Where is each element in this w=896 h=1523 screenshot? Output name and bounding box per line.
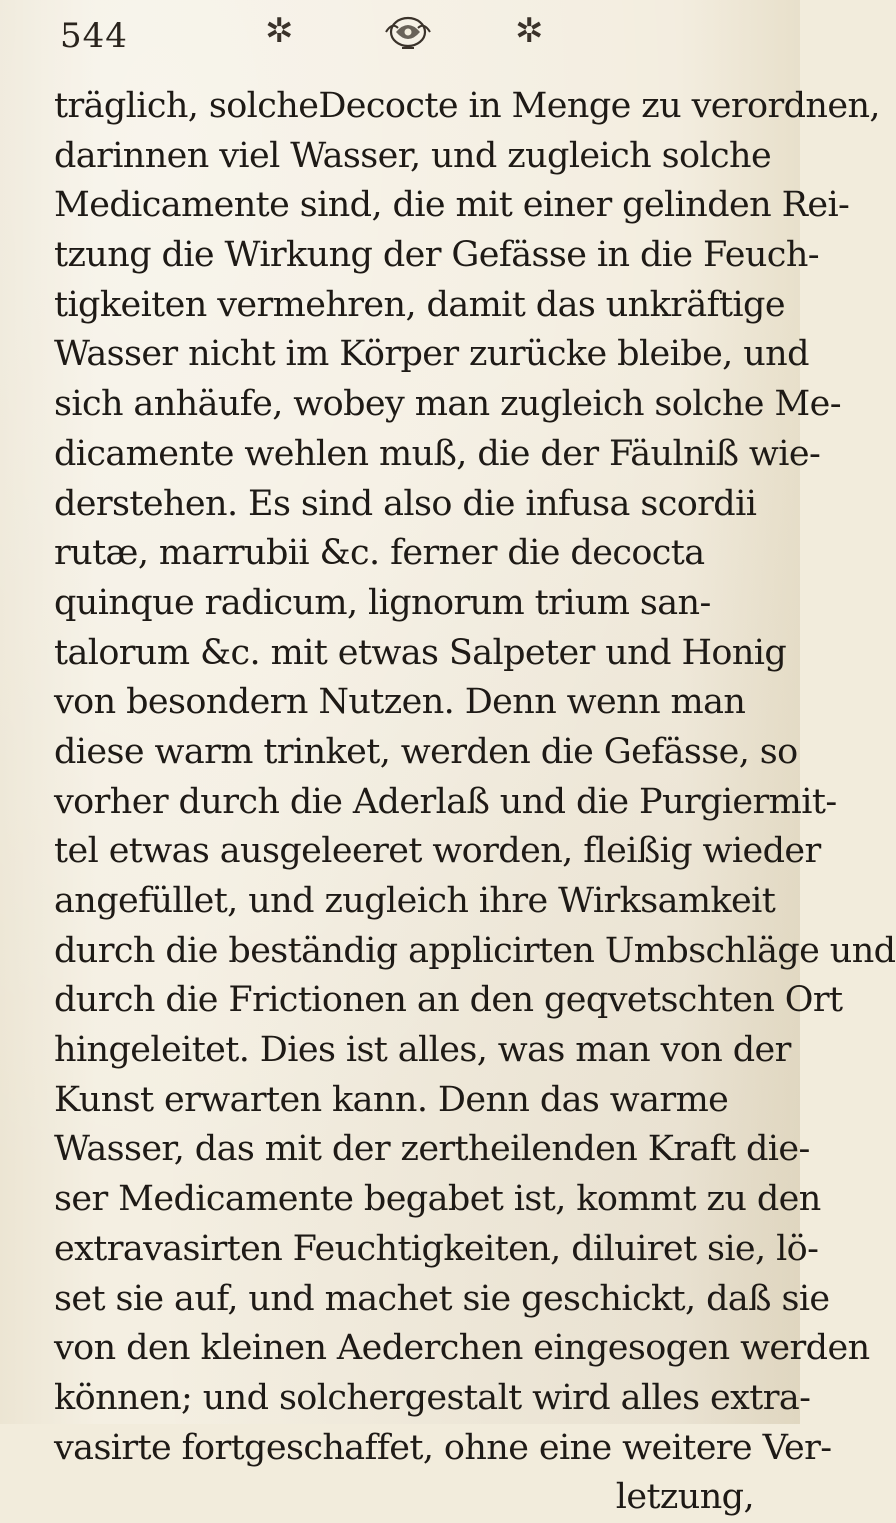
- text-line: set sie auf, und machet sie geschickt, daß sie: [54, 1278, 830, 1319]
- text-line: vasirte fortgeschaffet, ohne eine weitere Ver-: [54, 1427, 832, 1468]
- text-line: durch die Frictionen an den geqvetschten Ort: [54, 980, 843, 1021]
- decorative-ornament-icon: [378, 12, 438, 52]
- text-line: tigkeiten vermehren, damit das unkräftige: [54, 284, 785, 325]
- text-line: vorher durch die Aderlaß und die Purgiermit-: [54, 781, 837, 822]
- page-header: [0, 0, 800, 80]
- text-line: träglich, solcheDecocte in Menge zu verordnen,: [54, 86, 880, 126]
- text-line: von besondern Nutzen. Denn wenn man: [54, 682, 746, 723]
- text-line: angefüllet, und zugleich ihre Wirksamkeit: [54, 881, 776, 921]
- text-line: Kunst erwarten kann. Denn das warme: [54, 1079, 729, 1120]
- text-line-catchword: letzung,: [615, 1477, 754, 1518]
- text-line: ser Medicamente begabet ist, kommt zu den: [54, 1179, 821, 1220]
- text-line: Medicamente sind, die mit einer gelinden Rei-: [54, 185, 850, 226]
- text-line: tel etwas ausgeleeret worden, fleißig wieder: [54, 831, 821, 872]
- text-line: durch die beständig applicirten Umbschläge und: [54, 930, 896, 971]
- text-line: können; und solchergestalt wird alles extra-: [54, 1377, 811, 1418]
- text-line: quinque radicum, lignorum trium san-: [54, 582, 711, 623]
- text-line: dicamente wehlen muß, die der Fäulniß wie-: [54, 433, 821, 474]
- text-line: tzung die Wirkung der Gefässe in die Feuch-: [54, 235, 819, 276]
- page-number: 544: [60, 16, 128, 56]
- text-line: von den kleinen Aederchen eingesogen werden: [54, 1328, 870, 1369]
- text-line: talorum &c. mit etwas Salpeter und Honig: [54, 632, 787, 673]
- text-line: extravasirten Feuchtigkeiten, diluiret sie, lö-: [54, 1228, 819, 1269]
- text-line: diese warm trinket, werden die Gefässe, so: [54, 731, 798, 772]
- text-line: Wasser, das mit der zertheilenden Kraft die-: [54, 1129, 810, 1170]
- star-ornament-right-icon: ✲: [515, 11, 544, 51]
- text-line: derstehen. Es sind also die infusa scordii: [54, 483, 757, 524]
- text-line: hingeleitet. Dies ist alles, was man von der: [54, 1030, 791, 1071]
- text-line: Wasser nicht im Körper zurücke bleibe, und: [54, 334, 809, 375]
- text-line: sich anhäufe, wobey man zugleich solche Me-: [54, 384, 842, 425]
- text-line: rutæ, marrubii &c. ferner die decocta: [54, 533, 705, 574]
- star-ornament-left-icon: ✲: [265, 11, 294, 51]
- text-line: darinnen viel Wasser, und zugleich solche: [54, 135, 772, 176]
- body-text: [54, 82, 896, 1523]
